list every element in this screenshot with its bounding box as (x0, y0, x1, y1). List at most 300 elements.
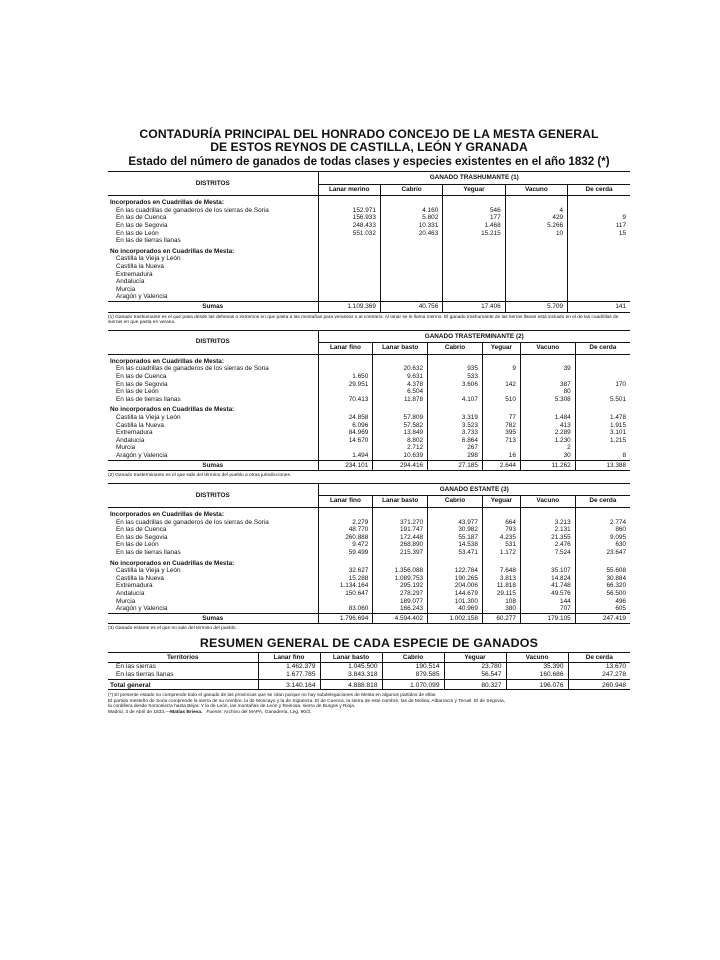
table-row (108, 414, 630, 422)
value-cell: 2.712 (373, 444, 428, 452)
value-cell (443, 286, 505, 294)
value-cell: 3.101 (575, 429, 630, 437)
value-cell: 204.006 (428, 582, 483, 590)
column-header: Yeguar (482, 343, 520, 355)
value-cell (428, 388, 483, 396)
empty-cell (482, 557, 520, 568)
district-label: Murcia (116, 444, 136, 452)
value-cell: 20.463 (380, 230, 442, 238)
empty-cell (428, 403, 483, 414)
total-cell: 4.888.818 (320, 679, 382, 690)
table-row (108, 286, 630, 294)
value-cell: 371.270 (373, 519, 428, 527)
value-cell: 190.265 (428, 575, 483, 583)
value-cell: 55.187 (428, 534, 483, 542)
value-cell: 122.784 (428, 567, 483, 575)
value-cell: 56.547 (444, 671, 506, 679)
trasterminante-table (108, 330, 630, 472)
empty-cell (428, 354, 483, 365)
column-header: Vacuno (520, 343, 575, 355)
value-cell: 189.077 (373, 598, 428, 606)
value-cell: 13.849 (373, 429, 428, 437)
empty-cell (505, 245, 567, 256)
district-label: En las de Cuenca (116, 373, 167, 381)
table-row (108, 388, 630, 396)
empty-cell (575, 354, 630, 365)
total-row (108, 679, 630, 690)
value-cell: 172.448 (373, 534, 428, 542)
signature-date: Madrid, 3 de Abril de 1833.— (108, 710, 171, 716)
value-cell: 80 (520, 388, 575, 396)
value-cell: 49.576 (520, 590, 575, 598)
table-row (108, 567, 630, 575)
value-cell (318, 293, 380, 301)
value-cell: 177 (443, 214, 505, 222)
value-cell: 23.647 (575, 549, 630, 557)
table-row (108, 263, 630, 271)
value-cell: 510 (482, 396, 520, 404)
value-cell: 6.864 (428, 437, 483, 445)
estante-note: (3) Ganado estante es el que no sale del término del pueblo. (108, 626, 237, 632)
value-cell: 531 (482, 541, 520, 549)
empty-cell (482, 354, 520, 365)
value-cell (568, 278, 630, 286)
trashumante-body (108, 196, 630, 312)
table-row (108, 365, 630, 373)
value-cell (575, 365, 630, 373)
empty-cell (520, 557, 575, 568)
value-cell: 9.095 (575, 534, 630, 542)
value-cell: 101.300 (428, 598, 483, 606)
value-cell: 15.215 (443, 230, 505, 238)
value-cell: 4.378 (373, 381, 428, 389)
category-row (108, 557, 630, 568)
district-label: En las cuadrillas de ganaderos de los sierras de Soria (116, 206, 269, 214)
table-row (108, 575, 630, 583)
value-cell: 1.230 (520, 437, 575, 445)
value-cell: 43.977 (428, 519, 483, 527)
category-row (108, 403, 630, 414)
table-row (108, 271, 630, 279)
table-row (108, 444, 630, 452)
value-cell: 7.648 (482, 567, 520, 575)
category-label: Incorporados en Cuadrillas de Mesta: (110, 199, 224, 207)
column-header: Cabrío (382, 652, 444, 663)
empty-cell (520, 354, 575, 365)
value-cell: 1.915 (575, 422, 630, 430)
territory-label: En las sierras (116, 663, 156, 671)
value-cell: 2.289 (520, 429, 575, 437)
value-cell: 16 (482, 452, 520, 460)
sum-cell: 5.709 (505, 301, 567, 312)
value-cell (505, 278, 567, 286)
empty-cell (428, 507, 483, 518)
value-cell: 35.390 (506, 663, 568, 671)
value-cell: 496 (575, 598, 630, 606)
value-cell: 1.478 (575, 414, 630, 422)
empty-cell (373, 354, 428, 365)
value-cell: 32.627 (318, 567, 373, 575)
value-cell: 39 (520, 365, 575, 373)
sum-cell: 247.419 (575, 613, 630, 624)
district-label: Castilla la Nueva (116, 574, 164, 582)
table-row (108, 373, 630, 381)
document-title-line2: DE ESTOS REYNOS DE CASTILLA, LEÓN Y GRANADA (210, 140, 528, 154)
value-cell: 30.884 (575, 575, 630, 583)
empty-cell (373, 557, 428, 568)
district-label: En las de Cuenca (116, 214, 167, 222)
value-cell: 5.308 (520, 396, 575, 404)
value-cell: 10.639 (373, 452, 428, 460)
total-cell: 196.076 (506, 679, 568, 690)
value-cell: 3.319 (428, 414, 483, 422)
value-cell: 935 (428, 365, 483, 373)
value-cell: 57.582 (373, 422, 428, 430)
value-cell: 190.514 (382, 663, 444, 671)
column-header: Yeguar (482, 496, 520, 508)
value-cell: 55.608 (575, 567, 630, 575)
district-label: Castilla la Nueva (116, 421, 164, 429)
value-cell: 10 (505, 230, 567, 238)
footer-line2: El partido mesteño de Soria comprende la sierra de su nombre, la de Moncayo y la de Sigüenza. El de Cuenca, la sierra de este nombre, las de Molina, Albarracín y Teruel. El de Segovia, (108, 698, 505, 704)
value-cell: 117 (568, 222, 630, 230)
value-cell (318, 263, 380, 271)
category-row (108, 354, 630, 365)
document-subtitle: Estado del número de ganados de todas clases y especies existentes en el año 1832 (*) (128, 155, 610, 168)
table-row (108, 429, 630, 437)
value-cell: 1.356.088 (373, 567, 428, 575)
value-cell (575, 444, 630, 452)
value-cell: 8 (575, 452, 630, 460)
table-row (108, 605, 630, 613)
value-cell: 6.504 (373, 388, 428, 396)
district-label: Extremadura (116, 270, 153, 278)
sumas-row (108, 613, 630, 624)
value-cell: 1.468 (443, 222, 505, 230)
column-header: Cabrío (428, 496, 483, 508)
sum-cell: 11.262 (520, 460, 575, 471)
sum-cell: 27.185 (428, 460, 483, 471)
value-cell: 429 (505, 214, 567, 222)
value-cell (443, 237, 505, 245)
empty-cell (575, 557, 630, 568)
value-cell (380, 237, 442, 245)
value-cell (318, 444, 373, 452)
table-row (108, 671, 630, 679)
category-label: No incorporados en Cuadrillas de Mesta: (110, 247, 235, 255)
resumen-title: RESUMEN GENERAL DE CADA ESPECIE DE GANADOS (199, 635, 539, 650)
total-cell: 80.327 (444, 679, 506, 690)
value-cell: 150.647 (318, 590, 373, 598)
table-row (108, 526, 630, 534)
value-cell: 3.733 (428, 429, 483, 437)
value-cell: 215.397 (373, 549, 428, 557)
value-cell: 21.355 (520, 534, 575, 542)
empty-cell (318, 245, 380, 256)
empty-cell (373, 507, 428, 518)
value-cell: 260.888 (318, 534, 373, 542)
table-row (108, 293, 630, 301)
column-header: De cerda (568, 184, 630, 196)
value-cell: 4 (505, 207, 567, 215)
value-cell: 413 (520, 422, 575, 430)
value-cell: 3.606 (428, 381, 483, 389)
value-cell (380, 255, 442, 263)
sum-cell: 17.406 (443, 301, 505, 312)
footer-notes (108, 693, 630, 715)
value-cell: 3.213 (520, 519, 575, 527)
table-row (108, 278, 630, 286)
value-cell: 108 (482, 598, 520, 606)
district-label: Aragón y Valencia (116, 452, 168, 459)
sum-cell: 2.644 (482, 460, 520, 471)
value-cell: 30 (520, 452, 575, 460)
empty-cell (373, 403, 428, 414)
sum-cell: 60.277 (482, 613, 520, 624)
value-cell: 1.215 (575, 437, 630, 445)
resumen-column-headers (108, 652, 630, 663)
district-label: En las cuadrillas de ganaderos de los sierras de Soria (116, 518, 269, 526)
district-label: En las de tierras llanas (116, 548, 181, 556)
column-header: Cabrío (380, 184, 442, 196)
value-cell: 23.780 (444, 663, 506, 671)
value-cell: 1.045.500 (320, 663, 382, 671)
value-cell (380, 286, 442, 294)
signature-name: Matías Brieva. (170, 710, 203, 716)
value-cell: 1.484 (520, 414, 575, 422)
table-row (108, 255, 630, 263)
value-cell (568, 271, 630, 279)
value-cell: 860 (575, 526, 630, 534)
value-cell: 1.172 (482, 549, 520, 557)
district-label: Aragón y Valencia (116, 293, 168, 301)
sum-cell: 141 (568, 301, 630, 312)
value-cell: 20.632 (373, 365, 428, 373)
column-header: De cerda (575, 496, 630, 508)
value-cell (443, 271, 505, 279)
value-cell: 4.107 (428, 396, 483, 404)
column-header: Cabrío (428, 343, 483, 355)
value-cell: 707 (520, 605, 575, 613)
value-cell (505, 293, 567, 301)
value-cell (318, 278, 380, 286)
value-cell: 2.131 (520, 526, 575, 534)
total-cell: 3.140.164 (258, 679, 320, 690)
value-cell (318, 255, 380, 263)
district-label: En las de León (116, 541, 159, 549)
value-cell: 380 (482, 605, 520, 613)
column-header: Lanar basto (373, 496, 428, 508)
value-cell: 144 (520, 598, 575, 606)
value-cell: 1.650 (318, 373, 373, 381)
column-header: Yeguar (443, 184, 505, 196)
resumen-body (108, 663, 630, 690)
district-label: En las de tierras llanas (116, 395, 181, 403)
district-label: Castilla la Vieja y León (116, 567, 181, 575)
value-cell (443, 255, 505, 263)
column-header: De cerda (568, 652, 630, 663)
value-cell: 298 (428, 452, 483, 460)
value-cell: 1.462.379 (258, 663, 320, 671)
value-cell: 83.060 (318, 605, 373, 613)
value-cell: 793 (482, 526, 520, 534)
territory-label: En las tierras llanas (116, 671, 174, 679)
value-cell: 1.494 (318, 452, 373, 460)
sum-cell: 1.796.694 (318, 613, 373, 624)
value-cell: 267 (428, 444, 483, 452)
value-cell: 53.471 (428, 549, 483, 557)
empty-cell (318, 557, 373, 568)
district-label: En las de Segovia (116, 533, 168, 541)
table-row (108, 663, 630, 671)
value-cell (443, 278, 505, 286)
source-text: Archivo del MAPA, Ganadería, Leg. 90/3. (223, 710, 312, 716)
value-cell (482, 388, 520, 396)
district-label: Andalucía (116, 278, 145, 286)
category-row (108, 245, 630, 256)
value-cell: 14.824 (520, 575, 575, 583)
value-cell: 551.032 (318, 230, 380, 238)
district-label: En las de tierras llanas (116, 237, 181, 245)
sumas-label: Sumas (108, 301, 318, 312)
empty-cell (380, 196, 442, 207)
distritos-header: DISTRITOS (108, 330, 318, 354)
value-cell (568, 237, 630, 245)
empty-cell (520, 403, 575, 414)
table-row (108, 207, 630, 215)
value-cell (443, 293, 505, 301)
sumas-label: Sumas (108, 460, 318, 471)
empty-cell (482, 507, 520, 518)
trashumante-table (108, 171, 630, 313)
value-cell: 84.969 (318, 429, 373, 437)
value-cell: 59.499 (318, 549, 373, 557)
value-cell: 11.818 (482, 582, 520, 590)
column-header: Yeguar (444, 652, 506, 663)
value-cell: 57.809 (373, 414, 428, 422)
footer-line1: (*) El presente estado no comprende todo el ganado de las provincias que se citan porque no hay subdelegaciones de Mesta en algunos partidos de ellas. (108, 693, 437, 699)
sum-cell: 40.756 (380, 301, 442, 312)
district-label: Castilla la Nueva (116, 262, 164, 270)
empty-cell (318, 403, 373, 414)
table-row (108, 590, 630, 598)
empty-cell (428, 557, 483, 568)
value-cell: 66.320 (575, 582, 630, 590)
table-row (108, 541, 630, 549)
column-header: Territorios (108, 652, 258, 663)
value-cell: 664 (482, 519, 520, 527)
value-cell: 144.679 (428, 590, 483, 598)
value-cell (380, 263, 442, 271)
column-header: Lanar basto (373, 343, 428, 355)
category-label: No incorporados en Cuadrillas de Mesta: (110, 559, 235, 567)
value-cell: 2 (520, 444, 575, 452)
category-label: Incorporados en Cuadrillas de Mesta: (110, 510, 224, 518)
column-header: Lanar fino (318, 343, 373, 355)
value-cell (505, 286, 567, 294)
empty-cell (482, 403, 520, 414)
district-label: Andalucía (116, 436, 145, 444)
value-cell: 30.982 (428, 526, 483, 534)
table-row (108, 237, 630, 245)
empty-cell (568, 245, 630, 256)
value-cell: 14.670 (318, 437, 373, 445)
trasterminante-body (108, 354, 630, 470)
value-cell: 11.878 (373, 396, 428, 404)
value-cell: 160.686 (506, 671, 568, 679)
value-cell (443, 263, 505, 271)
sum-cell: 294.416 (373, 460, 428, 471)
value-cell (318, 388, 373, 396)
empty-cell (505, 196, 567, 207)
value-cell (568, 293, 630, 301)
value-cell: 10.331 (380, 222, 442, 230)
resumen-table (108, 652, 630, 690)
value-cell: 5.266 (505, 222, 567, 230)
value-cell (482, 444, 520, 452)
value-cell: 879.585 (382, 671, 444, 679)
column-header: Lanar fino (258, 652, 320, 663)
value-cell: 29.951 (318, 381, 373, 389)
value-cell: 24.858 (318, 414, 373, 422)
district-label: Murcia (116, 597, 136, 605)
value-cell: 713 (482, 437, 520, 445)
table-row (108, 396, 630, 404)
sumas-row (108, 301, 630, 312)
value-cell: 6.096 (318, 422, 373, 430)
value-cell (568, 263, 630, 271)
source-label: Fuente: (206, 710, 223, 716)
value-cell (505, 237, 567, 245)
district-label: Andalucía (116, 589, 145, 597)
column-header: Lanar basto (320, 652, 382, 663)
table-row (108, 598, 630, 606)
category-label: No incorporados en Cuadrillas de Mesta: (110, 406, 235, 414)
estante-body (108, 507, 630, 623)
value-cell (318, 365, 373, 373)
district-label: Extremadura (116, 582, 153, 590)
value-cell: 395 (482, 429, 520, 437)
district-label: En las de León (116, 229, 159, 237)
value-cell (568, 286, 630, 294)
trasterminante-note: (2) Ganado trasterminante es el que sale del término del pueblo a otras jurisdicciones. (108, 473, 292, 479)
value-cell: 29.115 (482, 590, 520, 598)
value-cell: 5.802 (380, 214, 442, 222)
value-cell: 2.476 (520, 541, 575, 549)
value-cell: 546 (443, 207, 505, 215)
value-cell: 278.297 (373, 590, 428, 598)
value-cell: 1.134.164 (318, 582, 373, 590)
value-cell: 77 (482, 414, 520, 422)
value-cell: 247.278 (568, 671, 630, 679)
sum-cell: 179.105 (520, 613, 575, 624)
value-cell: 782 (482, 422, 520, 430)
district-label: En las de Cuenca (116, 526, 167, 534)
value-cell: 9.631 (373, 373, 428, 381)
value-cell: 3.523 (428, 422, 483, 430)
value-cell: 605 (575, 605, 630, 613)
value-cell: 9 (568, 214, 630, 222)
empty-cell (318, 354, 373, 365)
value-cell: 48.770 (318, 526, 373, 534)
district-label: Extremadura (116, 429, 153, 437)
district-label: En las de León (116, 388, 159, 396)
value-cell: 142 (482, 381, 520, 389)
value-cell (568, 207, 630, 215)
value-cell (380, 278, 442, 286)
estante-table (108, 483, 630, 625)
value-cell: 630 (575, 541, 630, 549)
